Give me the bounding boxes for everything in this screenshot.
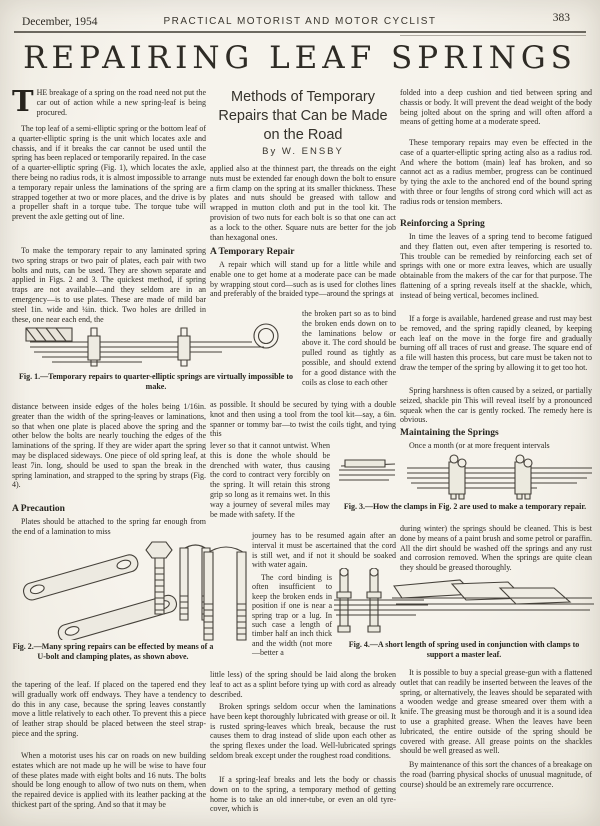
paragraph: By maintenance of this sort the chances of a breakage on the road (barring physical shocks of unusual magnitude, of course) should be an extremely rare occurrence. [400,760,592,789]
paragraph: When a motorist uses his car on roads on new building estates which are not made up he will be wise to have four of these plates made with eight bolts and 16 nuts. The bolts should be long enough to allow of two nuts on them, when the repaired device is applied with its leather packing at the thickest part of the spring. And so that it may be [12,751,206,809]
section-heading-precaution: A Precaution [12,504,65,514]
publication-title: PRACTICAL MOTORIST AND MOTOR CYCLIST [163,16,437,27]
section-heading-reinforcing: Reinforcing a Spring [400,219,485,229]
fig2-caption: Fig. 2.—Many spring repairs can be effected by means of a U-bolt and clamping plates, as shown above. [12,642,214,661]
paragraph: folded into a deep cushion and tied between spring and chassis or body. It will prevent the dead weight of the body being jolted about on the spring and will often afford a means of getting home at a moderate speed. [400,88,592,127]
paragraph: To make the temporary repair to any laminated spring two spring straps or two pair of plates, each pair with two bolts and nuts, can be used. They are shown separate and applied in Figs. 2 and 3. The quickest method, if spring traps are not available—and they seldom are in an emergency—is to use plates. These are made of mild bar steel 1in. wide and ¼in. thick. Two holes are drilled in these, one near each end, the [12,246,206,324]
paragraph-wrapped: the broken part so as to bind the broken ends down on to the laminations below or above it. The cord should be pulled round as tightly as possible, and should extend for a good distance with the coils as close to each other [302,309,396,387]
paragraph: applied also at the thinnest part, the threads on the eight nuts must be extended far enough down the bolt to ensure a firm clamp on the spring at its smaller thickness. These plates and nuts should be greased with tallow and wrapped in mutton cloth and put in the tool kit. The provision of two nuts for each bolt is so that one can act as a lock to the other. Square nuts are better for the job than hexagonal ones. [210,164,396,242]
article-byline: By W. ENSBY [262,146,344,157]
fig2-clamping-parts-drawing [14,538,214,640]
article-subtitle: Methods of Temporary Repairs that Can be Made on the Road [218,89,388,143]
section-heading-temporary-repair: A Temporary Repair [210,247,295,257]
fig1-caption: Fig. 1.—Temporary repairs to quarter-elliptic springs are virtually impossible to make. [19,372,293,391]
fig4-master-leaf-drawing [332,568,596,638]
paragraph: Plates should be attached to the spring far enough from the end of a lamination to miss [12,517,206,536]
paragraph: These temporary repairs may even be effected in the case of a quarter-elliptic spring acting also as a radius rod. And where the bottom (main) leaf has broken, and so cannot act as a radius member, progress can be continued by tying the axle to the anchored end of the bound spring with three or four lengths of strong cord which will act as radius rods or tension members. [400,138,592,206]
paragraph-wrapped: The cord binding is often insufficient to keep the broken ends in position if one is near a spring trap or a lug. In such case a length of timber half an inch thick and the width (not more—better a [252,573,332,658]
paragraph: Once a month (or at more frequent intervals [409,441,550,450]
paragraph: If a forge is available, hardened grease and rust may best be removed, and the spring rapidly cleaned, by keeping each leaf on the move in the forge fire and gradually burning off all traces of rust and grease. The square end of a file will hasten this process, but care must be taken not to draw the temper of the spring by allowing it to get too hot. [400,314,592,372]
paragraph: the tapering of the leaf. If placed on the tapered end they will gradually work off endways. They have a tendency to do this in any case, because the spring leaves constantly move a little relatively to each other. To prevent this a piece of leather strap should be placed between the steel strap-piece and the spring. [12,680,206,738]
paragraph [12,84,206,118]
header-rule [14,31,586,33]
u-bolt-drawing [198,542,254,648]
paragraph: In time the leaves of a spring tend to become fatigued and they flatten out, even after tempering is resorted to. This trouble can be remedied by reinforcing each set of springs with one or more extra leaves, which are usually obtainable from the makers of the car for that purpose. The flattening of a spring reveals itself at the shackle, which, instead of being vertical, becomes inclined. [400,232,592,300]
paragraph-wrapped: journey has to be resumed again after an interval it must be ascertained that the cord is still wet, and if not it should be soaked with water again. [252,531,396,570]
page-number: 383 [552,12,570,24]
paragraph: A repair which will stand up for a little while and enable one to get home at a moderate pace can be made by wrapping stout cord—such as is used for clothes lines and preferably of the braided type—around the springs at [210,260,396,299]
fig3-clamped-spring-drawing [337,454,595,500]
fig4-caption: Fig. 4.—A short length of spring used in conjunction with clamps to support a master leaf. [348,640,580,659]
paragraph: during winter) the springs should be cleaned. This is best done by means of a paint brush and some petrol or paraffin. All the dirt should be washed off the springs and any rust and corrosion removed. When the springs are quite clean they should be greased thoroughly. [400,524,592,573]
paragraph-wrapped: lever so that it cannot untwist. When this is done the whole should be drenched with water, thus causing the cord to contract very forcibly on the spring. It will retain this strong grip so long as it remains wet. In this way a journey of several miles may be made with safety. If the [210,441,330,519]
paragraph: Spring harshness is often caused by a seized, or partially seized, shackle pin This will reveal itself by a pronounced squeak when the car is gently rocked. The remedy here is obvious. [400,386,592,425]
fig3-caption: Fig. 3.—How the clamps in Fig. 2 are used to make a temporary repair. [343,502,587,511]
paragraph: as possible. It should be secured by tying with a double knot and then using a tool from the tool kit—say, a 6in. spanner or tommy bar—to twist the coils tight, and tying this [210,400,396,439]
drop-cap: T [12,84,34,118]
issue-date: December, 1954 [22,16,98,28]
header-rule-right [400,35,586,36]
paragraph: little less) of the spring should be laid along the broken leaf to act as a splint before tying up with cord as already described. [210,670,396,699]
paragraph: distance between inside edges of the holes being 1/16in. greater than the width of the spring-leaves or laminations, so that when one plate is placed above the spring and the other below the bolts are nearly touching the edges of the laminations of the spring. If they are wider apart the spring may be displaced sideways. One piece of old spring leaf, at least 7in. long, should be used to span the break in the spring lamination, and strapped to the spring by straps (Fig. 4). [12,402,206,490]
paragraph: The top leaf of a semi-elliptic spring or the bottom leaf of a quarter-elliptic spring is the unit which locates axle and chassis, and if it breaks the car cannot be used until the spring has been replaced or temporarily repaired. In the case of a quarter-elliptic spring (Fig. 1), which locates the axle, there being no radius rods, it is almost impossible to arrange a temporary repair unless the laminations of the spring are strapped together at two or more places, and the drive is by a propeller shaft in a torque tube. The torque tube will prevent the axle getting out of line. [12,124,206,222]
fig1-leaf-spring-drawing [12,312,298,370]
paragraph: If a spring-leaf breaks and lets the body or chassis down on to the spring, a temporary method of getting home is to take an old inner-tube, or even an old tyre-cover, which is [210,775,396,814]
paragraph-text: HE breakage of a spring on the road need not put the car out of action while a new spring-leaf is being procured. [36,88,206,117]
article-title: REPAIRING LEAF SPRINGS [23,40,577,76]
paragraph: Broken springs seldom occur when the laminations have been kept thoroughly lubricated with grease or oil. It is rusted spring-leaves which break, because the rust causes them to drag instead of slide upon each other as the spring flexes under the load. Well-lubricated springs seldom break except under the roughest road conditions. [210,702,396,760]
paragraph: It is possible to buy a special grease-gun with a flattened outlet that can readily be inserted between the leaves of the spring, or alternatively, the leaves should be separated with a wooden wedge and grease smeared over them with a knife. The greasing must be thorough and it is a sound idea to use a graphited grease. When the leaves have been lubricated, the entire outside of the spring should be covered with grease. All grease points on the shackles should be well greased as well. [400,668,592,756]
section-heading-maintaining: Maintaining the Springs [400,428,499,438]
